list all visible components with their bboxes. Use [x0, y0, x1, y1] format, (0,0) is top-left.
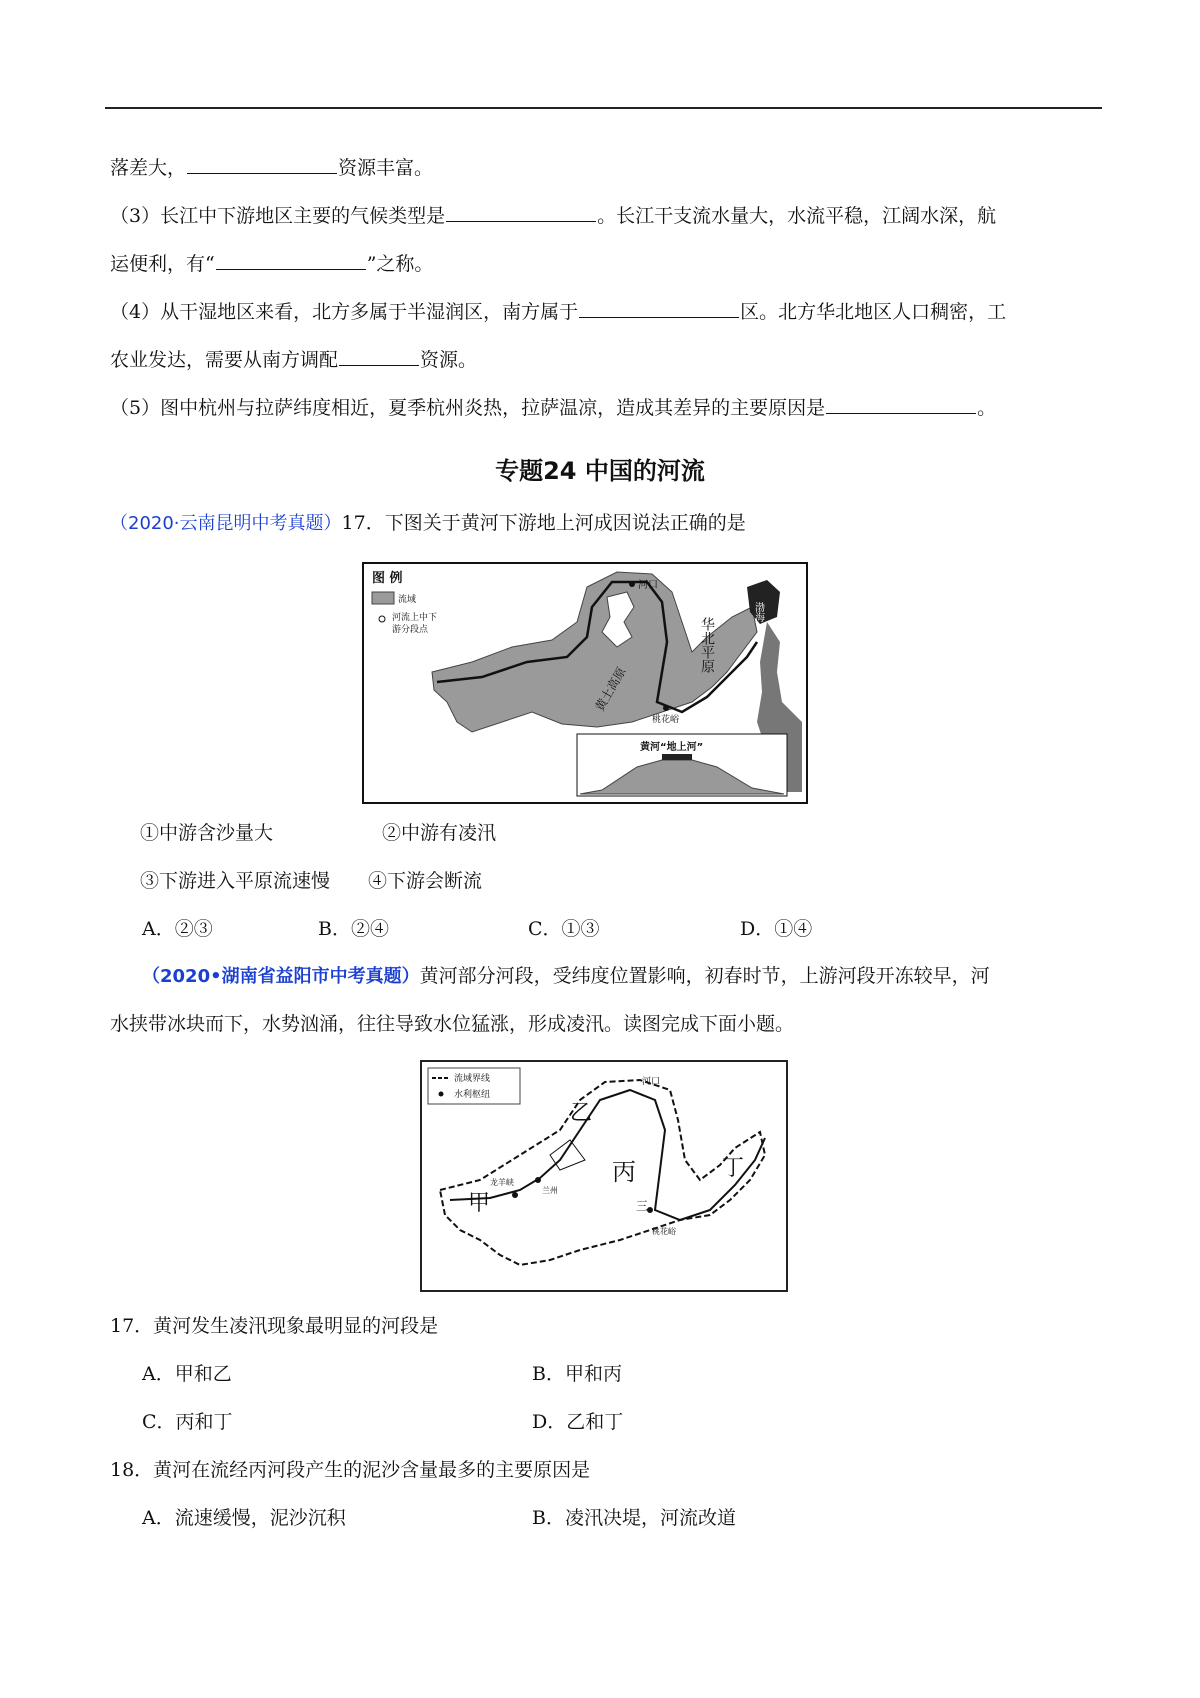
q17-option-d[interactable]: D．①④	[740, 918, 813, 940]
q4-line1	[110, 299, 1006, 325]
text-segment: 农业发达，需要从南方调配	[110, 349, 339, 371]
text-segment: 区。北方华北地区人口稠密，工	[740, 301, 1007, 323]
label-yi: 乙	[570, 1101, 593, 1126]
q18-option-a[interactable]: A．流速缓慢，泥沙沉积	[142, 1507, 346, 1529]
inset-title: 黄河“地上河”	[640, 742, 704, 753]
label-jia: 甲	[468, 1191, 491, 1216]
yellow-river-map-2	[420, 1060, 788, 1292]
label-ding: 丁	[722, 1156, 745, 1181]
context-line1	[142, 963, 990, 990]
label-taohuayu-2: 桃花峪	[652, 1227, 676, 1236]
legend-point-label-2: 游分段点	[392, 625, 429, 635]
answer-blank[interactable]	[339, 348, 419, 366]
label-bing: 丙	[612, 1158, 636, 1186]
text-segment: ”之称。	[366, 253, 434, 275]
label-hekou-2: 河口	[642, 1077, 661, 1087]
context-source: （2020•湖南省益阳市中考真题）	[142, 966, 420, 987]
q17-option-c[interactable]: C．①③	[528, 918, 600, 940]
legend-boundary-label: 流域界线	[454, 1074, 491, 1084]
text-segment: 资源。	[420, 349, 478, 371]
text-segment: 资源丰富。	[338, 157, 434, 179]
label-bohai: 渤海	[752, 602, 764, 622]
text-segment: 落差大，	[110, 157, 187, 179]
q17b-option-d[interactable]: D．乙和丁	[532, 1411, 624, 1433]
answer-blank[interactable]	[216, 252, 366, 270]
text-segment: （5）图中杭州与拉萨纬度相近，夏季杭州炎热，拉萨温凉，造成其差异的主要原因是	[110, 397, 826, 419]
answer-blank[interactable]	[187, 156, 337, 174]
answer-blank[interactable]	[826, 396, 976, 414]
label-loess-plateau: 黄土高原	[592, 664, 629, 714]
label-longyangxia: 龙羊峡	[490, 1178, 514, 1187]
text-segment: （3）长江中下游地区主要的气候类型是	[110, 205, 446, 227]
legend-title: 图 例	[372, 571, 403, 586]
q5-line	[110, 395, 996, 421]
q3-line2	[110, 251, 433, 277]
q4-line2	[110, 347, 477, 373]
q17-stem-line	[110, 510, 746, 537]
q17-item-4: ④下游会断流	[368, 870, 483, 892]
text-segment: 。	[977, 397, 997, 419]
q17-item-1: ①中游含沙量大	[140, 822, 274, 844]
q3-line1	[110, 203, 996, 229]
context-text: 黄河部分河段，受纬度位置影响，初春时节，上游河段开冻较早，河	[419, 965, 990, 987]
inset-river-bed	[662, 754, 692, 760]
answer-blank[interactable]	[579, 300, 739, 318]
text-segment: 运便利，有“	[110, 253, 215, 275]
text-segment: （4）从干湿地区来看，北方多属于半湿润区，南方属于	[110, 301, 579, 323]
label-north-china-plain: 华北平原	[699, 617, 715, 673]
answer-blank[interactable]	[446, 204, 596, 222]
q18-option-b[interactable]: B．凌汛决堤，河流改道	[532, 1507, 736, 1529]
legend-basin-label: 流域	[398, 595, 417, 605]
legend-dam-label: 水利枢纽	[454, 1090, 491, 1100]
label-hekou: 河口	[638, 580, 658, 591]
legend-dam-icon	[439, 1092, 444, 1097]
q18-stem: 18．黄河在流经丙河段产生的泥沙含量最多的主要原因是	[110, 1459, 591, 1481]
question-stem: 17．下图关于黄河下游地上河成因说法正确的是	[341, 512, 746, 534]
label-lanzhou: 兰州	[542, 1186, 558, 1195]
label-taohuayu: 桃花峪	[652, 715, 680, 725]
q17-item-2: ②中游有凌汛	[382, 822, 497, 844]
q17-option-b[interactable]: B．②④	[318, 918, 389, 940]
legend-basin-swatch	[372, 592, 394, 604]
q17b-option-a[interactable]: A．甲和乙	[142, 1363, 232, 1385]
yellow-river-map-1	[362, 562, 808, 804]
legend-point-icon	[379, 616, 385, 622]
question-source: （2020·云南昆明中考真题）	[110, 513, 342, 534]
section-title: 专题24 中国的河流	[495, 457, 705, 485]
legend-point-label: 河流上中下	[392, 613, 438, 623]
context-line2: 水挟带冰块而下，水势汹涌，往往导致水位猛涨，形成凌汛。读图完成下面小题。	[110, 1013, 795, 1035]
q17b-option-c[interactable]: C．丙和丁	[142, 1411, 233, 1433]
header-rule	[105, 107, 1102, 109]
q17-item-3: ③下游进入平原流速慢	[140, 870, 331, 892]
q2-continuation	[110, 155, 433, 181]
q17-option-a[interactable]: A．②③	[142, 918, 213, 940]
q17b-stem: 17．黄河发生凌汛现象最明显的河段是	[110, 1315, 439, 1337]
label-sanmenxia: 三	[636, 1199, 649, 1213]
q17b-option-b[interactable]: B．甲和丙	[532, 1363, 622, 1385]
text-segment: 。长江干支流水量大，水流平稳，江阔水深，航	[597, 205, 997, 227]
